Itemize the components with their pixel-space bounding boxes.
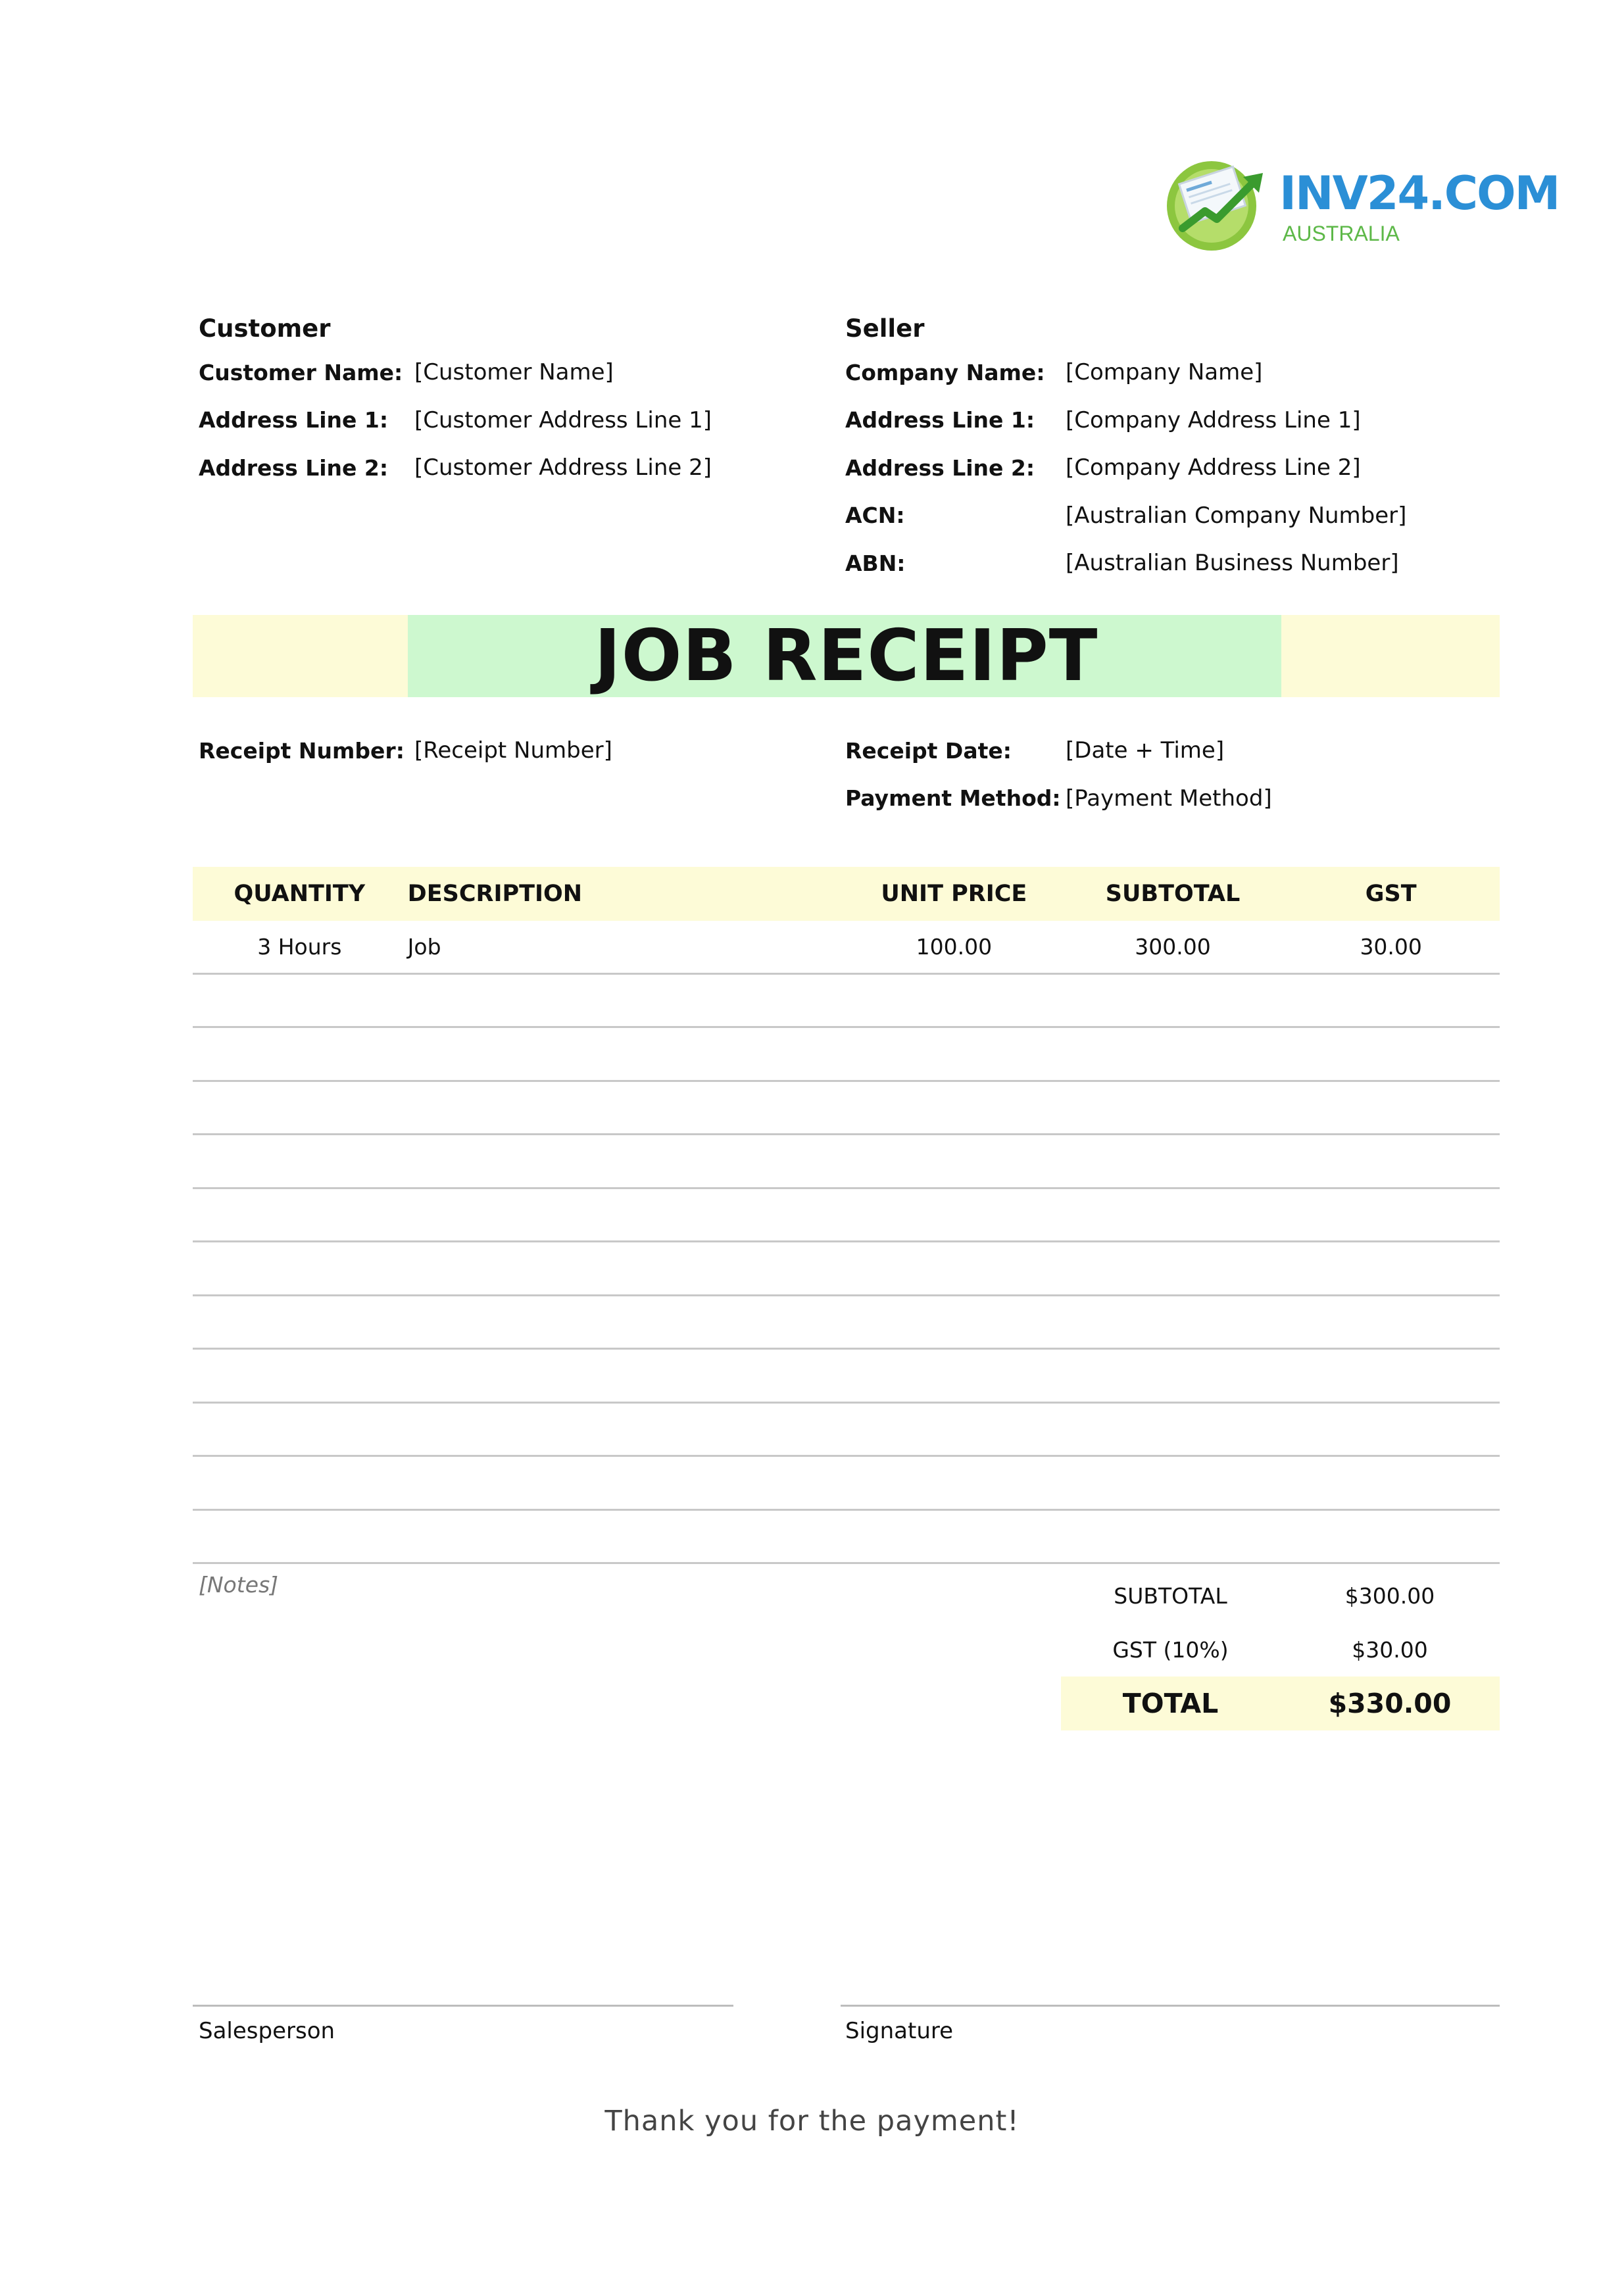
- receipt-date-row: [845, 727, 1272, 775]
- acn-value: [Australian Company Number]: [1066, 502, 1407, 529]
- company-name-row: [845, 349, 1406, 397]
- field-label: Address Line 1:: [845, 407, 1035, 433]
- salesperson-signature-line: [193, 2005, 733, 2007]
- salesperson-label: Salesperson: [199, 2018, 335, 2044]
- table-row: [193, 1082, 1500, 1136]
- cell-description: Job: [407, 933, 441, 960]
- table-row: [193, 1135, 1500, 1189]
- customer-address2-value: [Customer Address Line 2]: [414, 454, 712, 481]
- document-title: JOB RECEIPT: [594, 615, 1098, 697]
- signature-line: [841, 2005, 1500, 2007]
- signature-label: Signature: [845, 2018, 954, 2044]
- payment-method-label: Payment Method:: [845, 785, 1061, 812]
- table-row: [193, 1350, 1500, 1404]
- receipt-number-value: [Receipt Number]: [414, 737, 612, 764]
- customer-section: [199, 309, 712, 492]
- company-address1-value: [Company Address Line 1]: [1066, 406, 1361, 433]
- receipt-date-label: Receipt Date:: [845, 737, 1012, 764]
- total-value: $330.00: [1328, 1688, 1452, 1719]
- header-unit-price: UNIT PRICE: [881, 881, 1027, 907]
- seller-heading: Seller: [845, 314, 925, 343]
- cell-quantity: 3 Hours: [257, 933, 342, 960]
- subtotal-value: $300.00: [1344, 1582, 1435, 1609]
- field-label: ACN:: [845, 502, 905, 529]
- customer-address2-row: [199, 444, 712, 492]
- cell-unit-price: 100.00: [916, 933, 993, 960]
- field-label: Address Line 1:: [199, 407, 389, 433]
- total-label: TOTAL: [1122, 1688, 1219, 1719]
- subtotal-row: [1061, 1569, 1500, 1623]
- receipt-date-section: [845, 727, 1272, 822]
- customer-name-row: [199, 349, 712, 397]
- logo-icon: [1164, 155, 1269, 253]
- table-row: [193, 1457, 1500, 1511]
- table-row: [193, 1404, 1500, 1457]
- table-row: [193, 1189, 1500, 1243]
- gst-row: [1061, 1623, 1500, 1677]
- company-address2-value: [Company Address Line 2]: [1066, 454, 1361, 481]
- acn-row: [845, 492, 1406, 540]
- header-quantity: QUANTITY: [234, 881, 366, 907]
- field-label: ABN:: [845, 550, 906, 576]
- seller-section: [845, 309, 1406, 587]
- company-logo: [1164, 155, 1560, 253]
- company-address1-row: [845, 397, 1406, 445]
- header-description: DESCRIPTION: [407, 881, 583, 907]
- table-row: [193, 1028, 1500, 1082]
- receipt-number-row: [199, 727, 612, 775]
- totals-section: [1061, 1569, 1500, 1730]
- payment-method-value: [Payment Method]: [1066, 785, 1272, 812]
- customer-address1-row: [199, 397, 712, 445]
- table-row: [193, 1242, 1500, 1296]
- cell-gst: 30.00: [1360, 933, 1422, 960]
- header-gst: GST: [1365, 881, 1417, 907]
- abn-value: [Australian Business Number]: [1066, 550, 1399, 577]
- field-label: Customer Name:: [199, 359, 403, 385]
- payment-method-row: [845, 775, 1272, 823]
- subtotal-label: SUBTOTAL: [1114, 1582, 1227, 1609]
- field-label: Address Line 2:: [845, 454, 1035, 481]
- total-row: [1061, 1677, 1500, 1730]
- field-label: Company Name:: [845, 359, 1045, 385]
- receipt-number-section: [199, 727, 612, 775]
- table-row: [193, 1296, 1500, 1350]
- customer-address1-value: [Customer Address Line 1]: [414, 406, 712, 433]
- company-name-value: [Company Name]: [1066, 359, 1263, 386]
- notes: [Notes]: [199, 1572, 279, 1598]
- items-table: [193, 867, 1500, 1564]
- receipt-number-label: Receipt Number:: [199, 737, 405, 764]
- table-body: [193, 921, 1500, 1564]
- table-row: [193, 1511, 1500, 1565]
- table-row: [193, 921, 1500, 975]
- table-header: [193, 867, 1500, 921]
- abn-row: [845, 539, 1406, 587]
- company-address2-row: [845, 444, 1406, 492]
- logo-region: AUSTRALIA: [1283, 222, 1400, 245]
- thank-you-message: Thank you for the payment!: [604, 2105, 1020, 2138]
- gst-label: GST (10%): [1112, 1636, 1229, 1663]
- table-row: [193, 975, 1500, 1029]
- receipt-date-value: [Date + Time]: [1066, 737, 1225, 764]
- field-label: Address Line 2:: [199, 454, 389, 481]
- customer-heading: Customer: [199, 314, 331, 343]
- gst-value: $30.00: [1352, 1636, 1428, 1663]
- logo-name: INV24.COM: [1279, 166, 1560, 220]
- header-subtotal: SUBTOTAL: [1105, 881, 1241, 907]
- customer-name-value: [Customer Name]: [414, 359, 614, 386]
- title-banner: [193, 615, 1500, 697]
- cell-subtotal: 300.00: [1135, 933, 1211, 960]
